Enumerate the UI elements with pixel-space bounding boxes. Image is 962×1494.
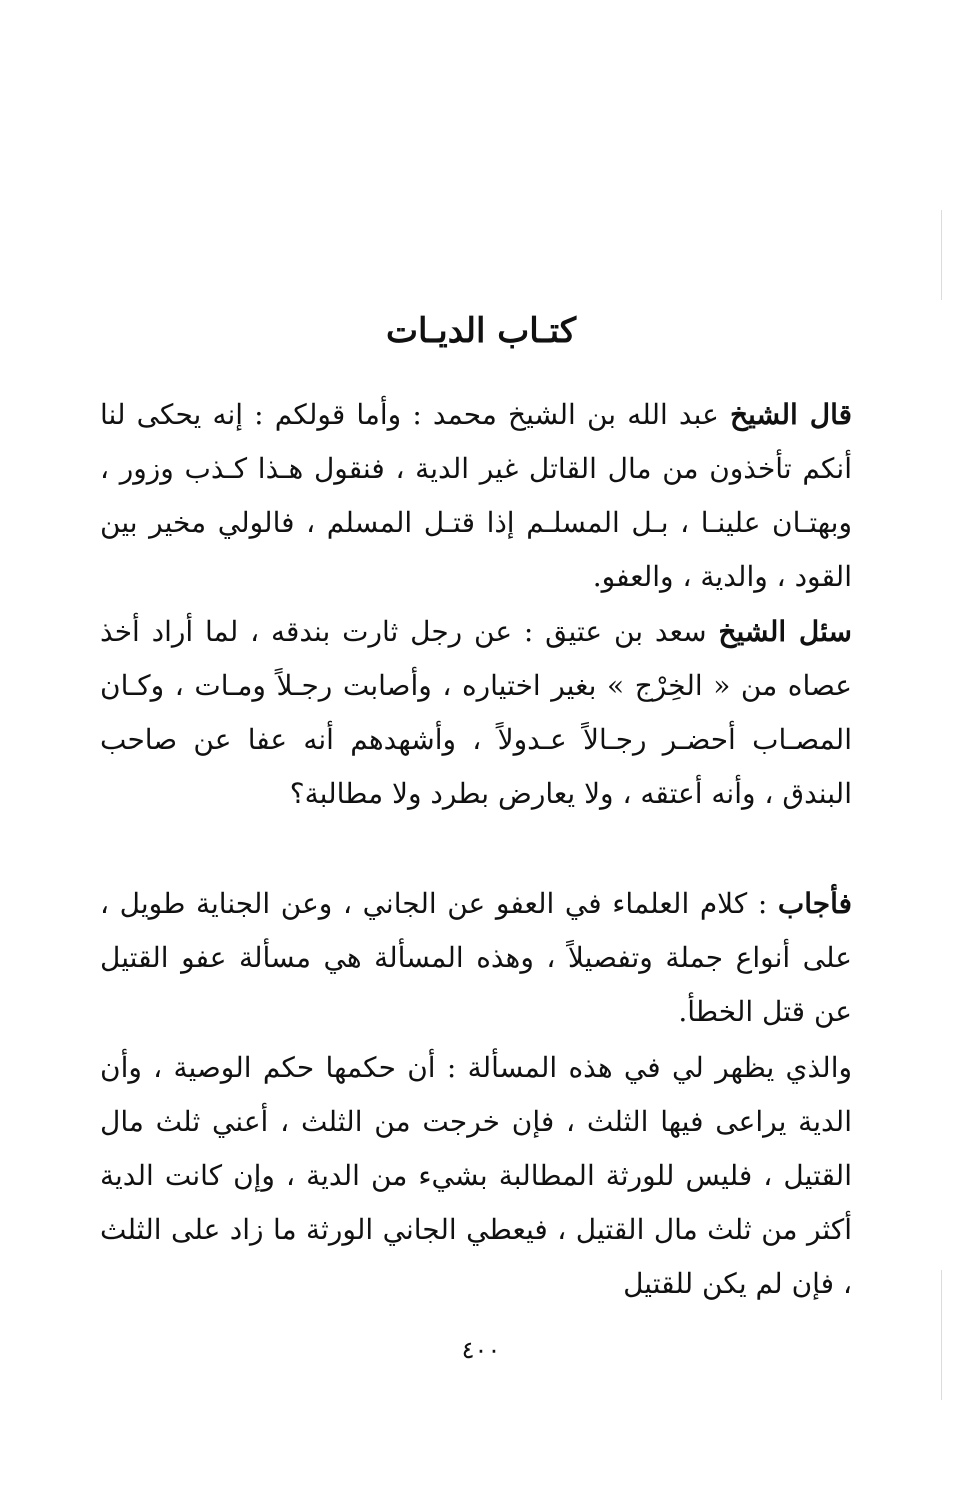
- paragraph-2-lead: سئل الشيخ: [718, 615, 852, 648]
- paragraph-3-text: : كلام العلماء في العفو عن الجاني ، وعن الجناية طويل ، على أنواع جملة وتفصيلاً ، وهذه المسألة هي مسألة عفو القتيل عن قتل الخطأ.: [100, 887, 852, 1028]
- paragraph-1-lead: قال الشيخ: [729, 398, 852, 431]
- paragraph-1: [100, 388, 852, 604]
- paragraph-3-lead: فأجاب: [777, 887, 852, 920]
- chapter-title: كتـاب الديـات: [385, 311, 577, 351]
- paragraph-4: [100, 1041, 852, 1311]
- page-number: ٤٠٠: [461, 1336, 501, 1364]
- scan-edge-line: [941, 1270, 942, 1400]
- paragraph-2: [100, 605, 852, 821]
- paragraph-2-text: سعد بن عتيق : عن رجل ثارت بندقه ، لما أراد أخذ عصاه من « الخِرْج » بغير اختياره ، وأصابت رجـلاً ومـات ، وكـان المصـاب أحضـر رجـالاً عـدولاً ، وأشهدهم أنه عفا عن صاحب البندق ، وأنه أعتقه ، ولا يعارض بطرد ولا مطالبة؟: [100, 615, 852, 810]
- paragraph-4-text: والذي يظهر لي في هذه المسألة : أن حكمها حكم الوصية ، وأن الدية يراعى فيها الثلث ، فإن خرجت من الثلث ، أعني ثلث مال القتيل ، فليس للورثة المطالبة بشيء من الدية ، وإن كانت الدية أكثر من ثلث مال القتيل ، فيعطي الجاني الورثة ما زاد على الثلث ، فإن لم يكن للقتيل: [100, 1051, 852, 1300]
- paragraph-1-text: عبد الله بن الشيخ محمد : وأما قولكم : إنه يحكى لنا أنكم تأخذون من مال القاتل غير الدية ، فنقول هـذا كـذب وزور ، وبهتـان علينـا ، بـل المسلـم إذا قتـل المسلم ، فالولي مخير بين القود ، والدية ، والعفو.: [100, 398, 852, 593]
- scan-edge-line: [941, 210, 942, 300]
- paragraph-3: [100, 877, 852, 1039]
